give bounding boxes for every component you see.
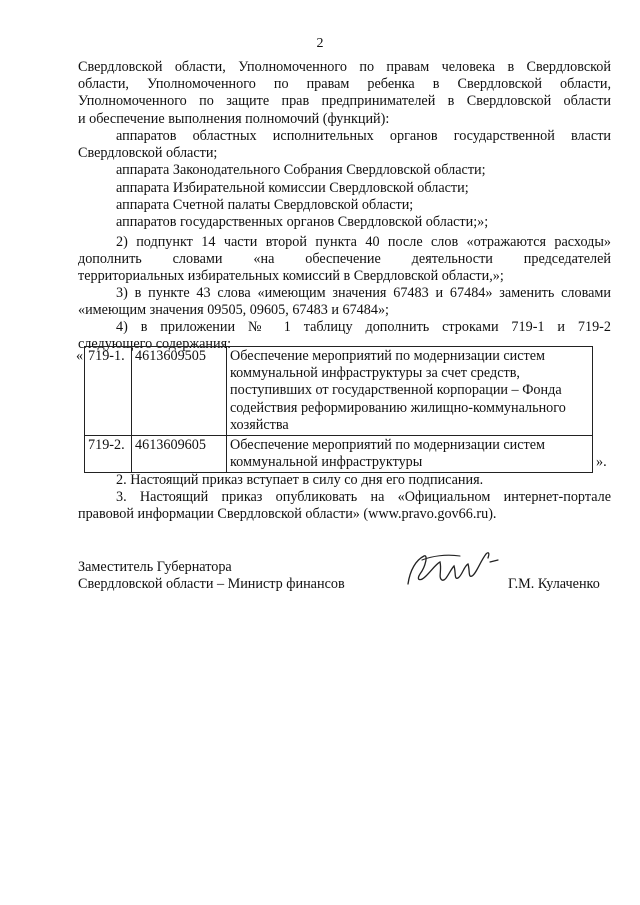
- point-3-line: правовой информации Свердловской области» (www.pravo.gov66.ru).: [78, 506, 497, 523]
- closing-points: [78, 472, 611, 524]
- budget-code-table: [84, 346, 593, 473]
- apparatus-list: [78, 128, 611, 231]
- list-item: аппарата Законодательного Собрания Свердловской области;: [116, 162, 486, 179]
- signer-name: Г.М. Кулаченко: [508, 576, 600, 592]
- subpoint-line: дополнить словами «на обеспечение деятельности председателей: [78, 251, 611, 268]
- table-row: [85, 347, 593, 436]
- description-cell: Обеспечение мероприятий по модернизации систем коммунальной инфраструктуры: [227, 436, 593, 473]
- subpoint-line: территориальных избирательных комиссий в Свердловской области,»;: [78, 268, 504, 285]
- list-item: аппарата Избирательной комиссии Свердловской области;: [116, 179, 469, 196]
- intro-paragraph: [78, 59, 611, 128]
- list-item: аппаратов государственных органов Свердловской области;»;: [116, 214, 489, 231]
- signer-title-line: Свердловской области – Министр финансов: [78, 576, 345, 593]
- intro-line: и обеспечение выполнения полномочий (функций):: [78, 110, 390, 127]
- table-row: [85, 436, 593, 473]
- code-cell: 4613609505: [132, 347, 227, 436]
- signer-title-line: Заместитель Губернатора: [78, 559, 232, 575]
- description-cell: Обеспечение мероприятий по модернизации систем коммунальной инфраструктуры за счет средств, поступивших от государственной корпорации – Фонда содействия реформированию жилищно-коммунального хозяйства: [227, 347, 593, 436]
- subpoint-line: следующего содержания:: [78, 336, 232, 353]
- list-item: аппарата Счетной палаты Свердловской области;: [116, 196, 414, 213]
- point-3-line: 3. Настоящий приказ опубликовать на «Официальном интернет-портале: [116, 489, 611, 506]
- intro-line: области, Уполномоченного по правам ребенка в Свердловской области,: [78, 76, 611, 93]
- row-number-cell: 719-2.: [85, 436, 132, 473]
- subpoint-line: 2) подпункт 14 части второй пункта 40 после слов «отражаются расходы»: [116, 234, 611, 250]
- subpoint-2: [78, 234, 611, 286]
- subpoint-line: «имеющим значения 09505, 09605, 67483 и 67484»;: [78, 302, 390, 319]
- signer-title: [78, 559, 345, 593]
- intro-line: Уполномоченного по защите прав предпринимателей в Свердловской области: [78, 93, 611, 110]
- subpoint-3: [78, 285, 611, 319]
- handwritten-signature: [402, 540, 502, 596]
- code-cell: 4613609605: [132, 436, 227, 473]
- subpoint-line: 3) в пункте 43 слова «имеющим значения 67483 и 67484» заменить словами: [116, 285, 611, 301]
- list-item: Свердловской области;: [78, 145, 218, 162]
- point-2: 2. Настоящий приказ вступает в силу со дня его подписания.: [116, 472, 484, 488]
- subpoint-line: 4) в приложении № 1 таблицу дополнить строками 719-1 и 719-2: [116, 319, 611, 335]
- page-number: 2: [316, 36, 324, 51]
- row-number-cell: 719-1.: [85, 347, 132, 436]
- close-quote: ».: [596, 454, 607, 470]
- open-quote: «: [76, 348, 84, 364]
- intro-line: Свердловской области, Уполномоченного по правам человека в Свердловской: [78, 59, 611, 75]
- list-item: аппаратов областных исполнительных органов государственной власти: [116, 128, 611, 144]
